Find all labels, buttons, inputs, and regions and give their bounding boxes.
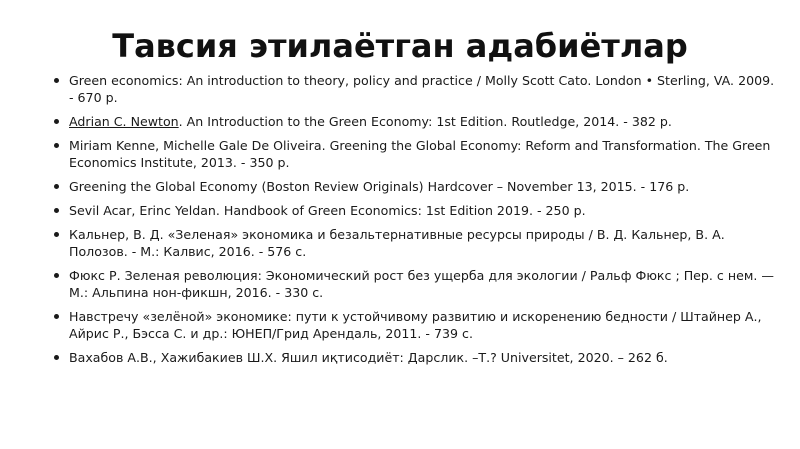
bullet-icon xyxy=(54,143,59,148)
slide-title: Тавсия этилаётган адабиётлар xyxy=(112,27,688,65)
bullet-icon xyxy=(54,355,59,360)
reference-item xyxy=(48,202,776,219)
reference-item xyxy=(48,137,776,171)
author-link[interactable]: Adrian C. Newton xyxy=(69,114,179,129)
bullet-icon xyxy=(54,208,59,213)
bullet-icon xyxy=(54,78,59,83)
reference-text: Фюкс Р. Зеленая революция: Экономический рост без ущерба для экологии / Ральф Фюкс ; Пер. с нем. — М.: Альпина нон-фикшн, 2016. - 330 с. xyxy=(69,268,774,300)
reference-text: Green economics: An introduction to theory, policy and practice / Molly Scott Cato. London • Sterling, VA. 2009. - 670 p. xyxy=(69,73,775,105)
reference-item xyxy=(48,113,776,130)
bullet-icon xyxy=(54,314,59,319)
reference-text: Вахабов А.В., Хажибакиев Ш.Х. Яшил иқтисодиёт: Дарслик. –Т.? Universitet, 2020. – 262 б. xyxy=(69,350,668,365)
reference-item xyxy=(48,267,776,301)
bullet-icon xyxy=(54,273,59,278)
reference-item xyxy=(48,178,776,195)
reference-item xyxy=(48,72,776,106)
reference-item xyxy=(48,308,776,342)
reference-list xyxy=(48,72,776,373)
reference-text: Sevil Acar, Erinc Yeldan. Handbook of Green Economics: 1st Edition 2019. - 250 p. xyxy=(69,203,586,218)
reference-text: Кальнер, В. Д. «Зеленая» экономика и безальтернативные ресурсы природы / В. Д. Кальнер, В. А. Полозов. - М.: Калвис, 2016. - 576 с. xyxy=(69,227,725,259)
reference-text: Greening the Global Economy (Boston Review Originals) Hardcover – November 13, 2015. - 176 p. xyxy=(69,179,690,194)
bullet-icon xyxy=(54,184,59,189)
reference-text: Miriam Kenne, Michelle Gale De Oliveira. Greening the Global Economy: Reform and Transformation. The Green Economics Institute, 2013. - 350 p. xyxy=(69,138,771,170)
reference-text: Навстречу «зелёной» экономике: пути к устойчивому развитию и искоренению бедности / Штайнер А., Айрис Р., Бэсса С. и др.: ЮНЕП/Грид Арендаль, 2011. - 739 с. xyxy=(69,309,762,341)
reference-item xyxy=(48,226,776,260)
bullet-icon xyxy=(54,119,59,124)
bullet-icon xyxy=(54,232,59,237)
reference-item xyxy=(48,349,776,366)
reference-text: . An Introduction to the Green Economy: 1st Edition. Routledge, 2014. - 382 p. xyxy=(178,114,672,129)
